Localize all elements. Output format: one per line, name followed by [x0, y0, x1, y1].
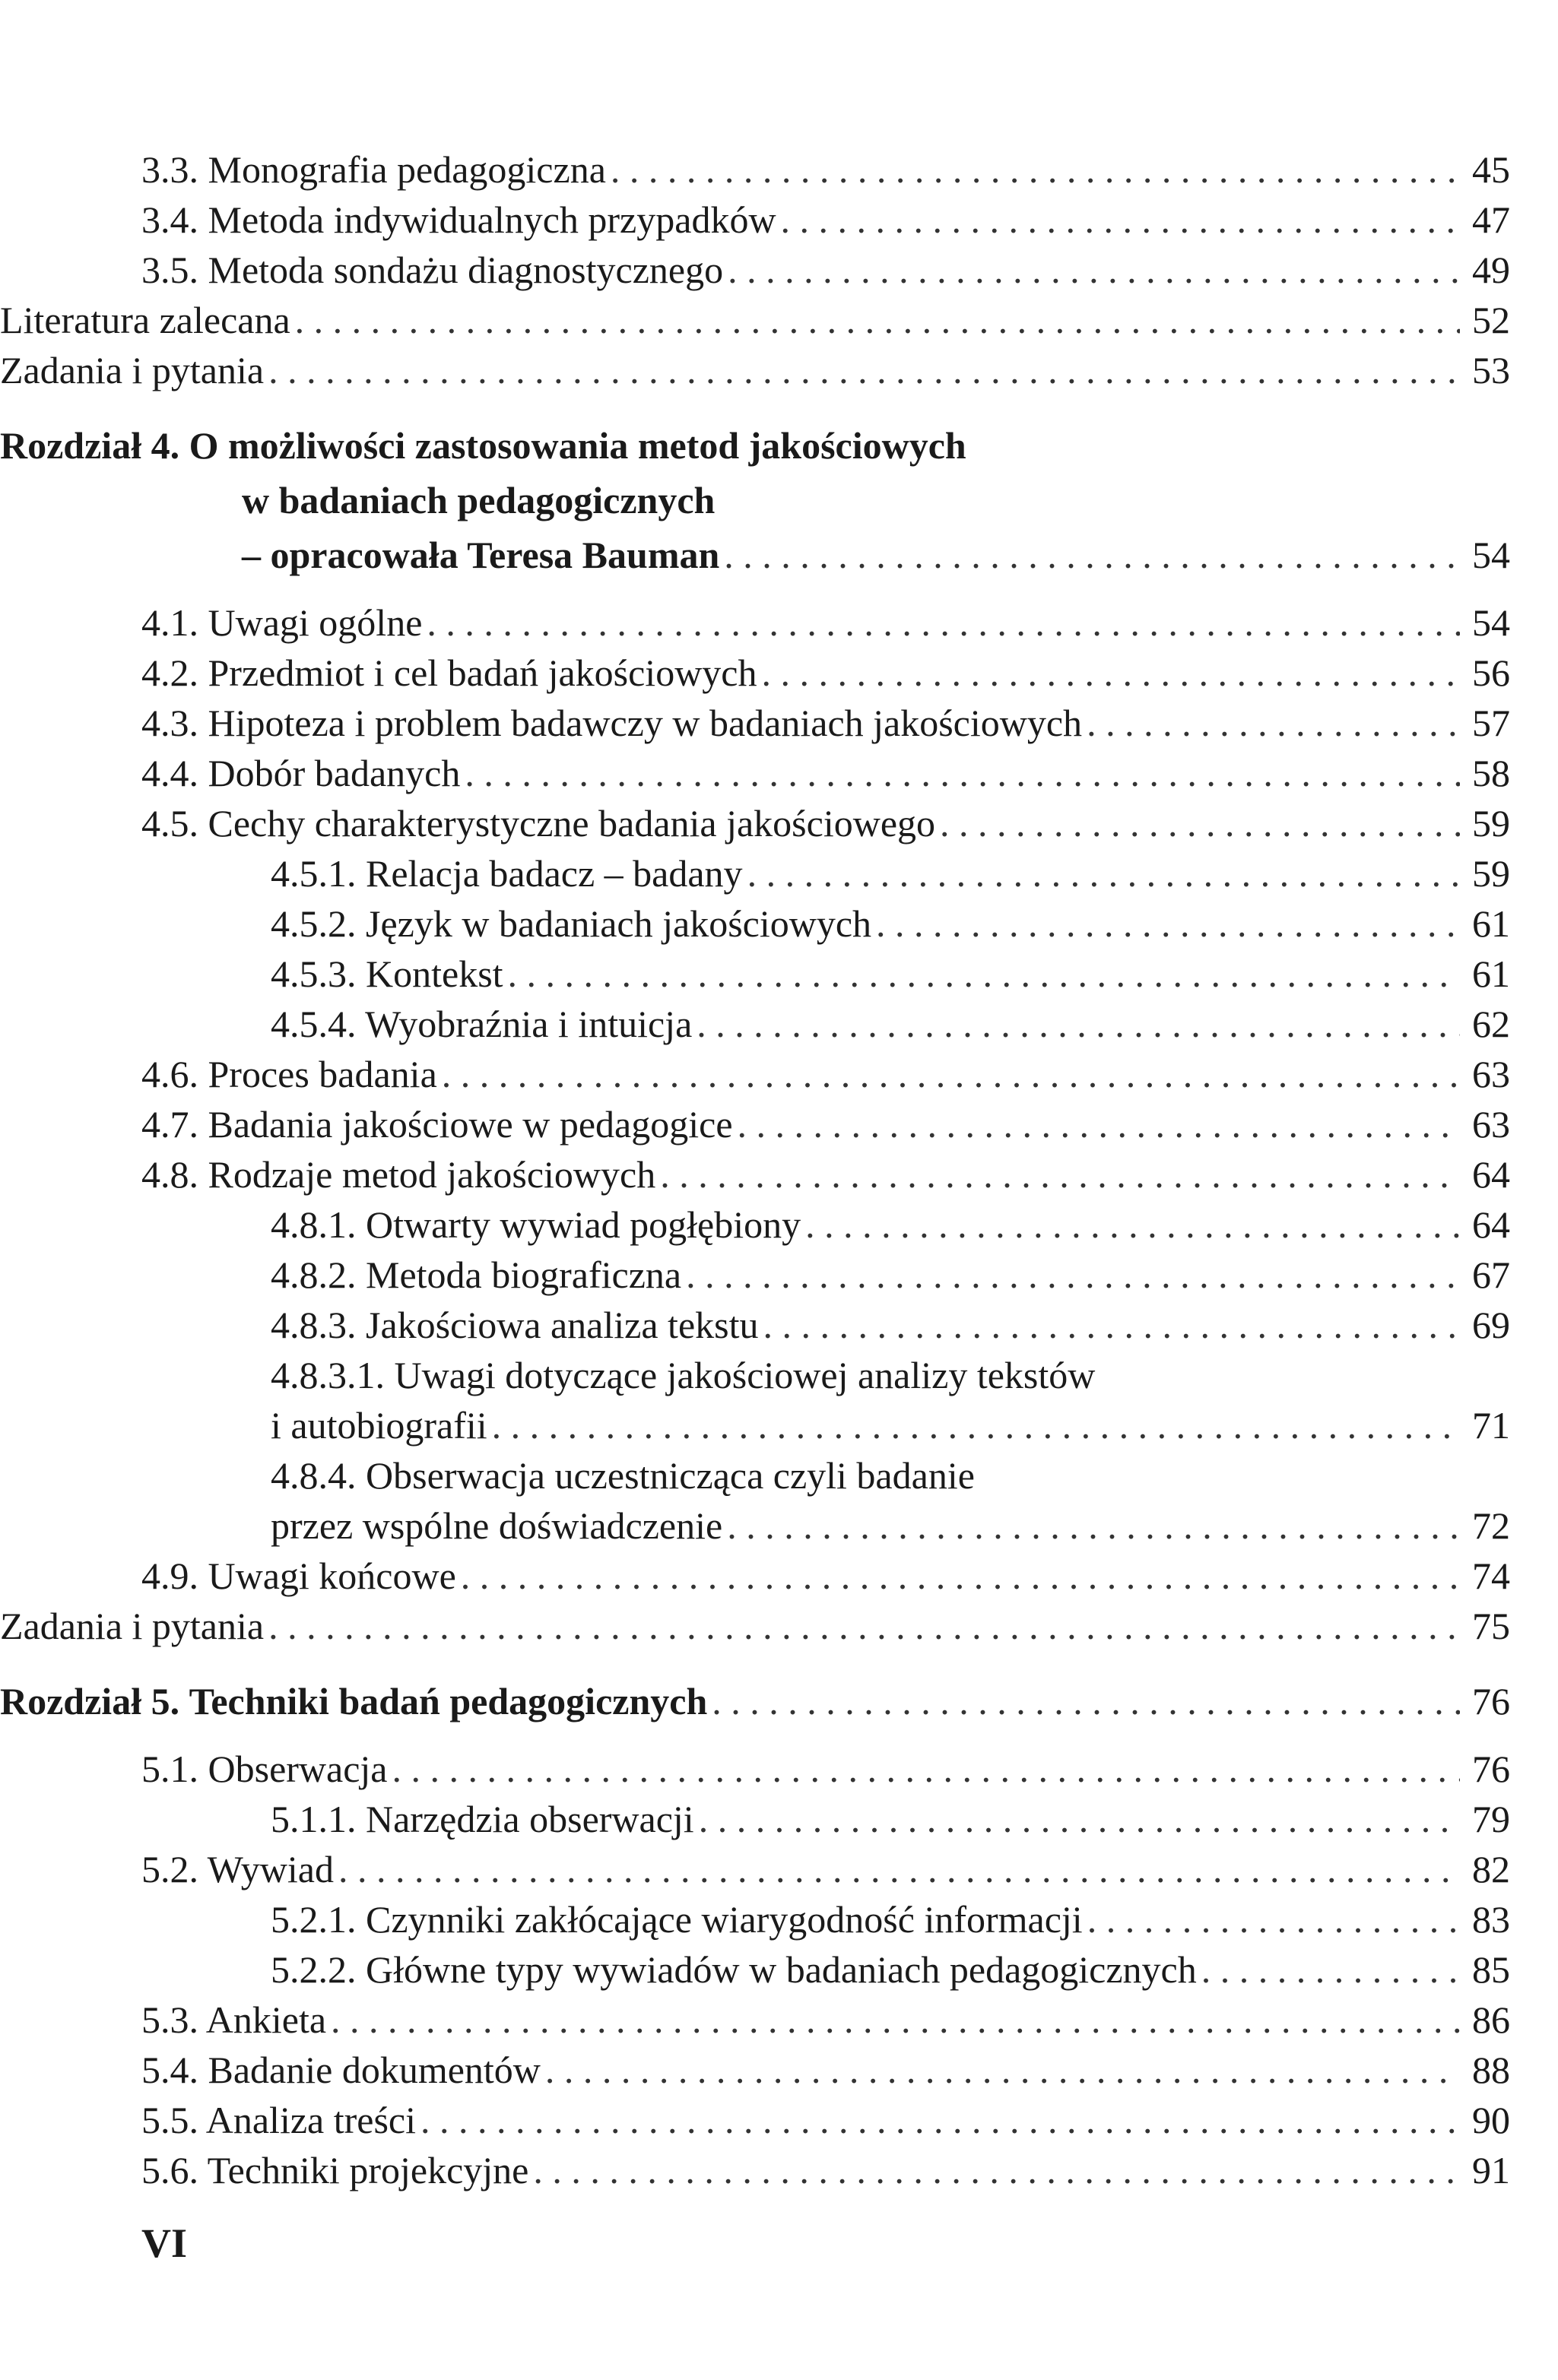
toc-entry-line — [141, 1450, 1510, 1501]
entry-title: Przedmiot i cel badań jakościowych — [208, 651, 757, 694]
toc-entry-line — [141, 1350, 1510, 1400]
dot-leader — [268, 1601, 1460, 1651]
entry-page: 64 — [1472, 1203, 1510, 1246]
toc-entry[interactable] — [0, 345, 1510, 395]
toc-entry[interactable] — [141, 1250, 1510, 1300]
dot-leader — [1087, 698, 1460, 748]
entry-number: 5.1. — [141, 1748, 198, 1790]
toc-entry[interactable] — [141, 2045, 1510, 2095]
entry-page: 64 — [1472, 1153, 1510, 1196]
entry-number: 5.6. — [141, 2149, 198, 2191]
entry-title: Zadania i pytania — [0, 349, 265, 391]
entry-number: 3.4. — [141, 198, 198, 241]
entry-page: 63 — [1472, 1103, 1510, 1146]
entry-label — [141, 195, 776, 245]
entry-title: Literatura zalecana — [0, 299, 290, 341]
entry-page: 85 — [1472, 1948, 1510, 1991]
toc-entry[interactable] — [141, 949, 1510, 999]
dot-leader — [331, 1995, 1460, 2045]
entry-number: 4.9. — [141, 1554, 198, 1597]
toc-entry[interactable] — [141, 1099, 1510, 1149]
entry-page: 69 — [1472, 1304, 1510, 1346]
entry-page: 79 — [1472, 1798, 1510, 1840]
entry-page: 63 — [1472, 1053, 1510, 1095]
entry-title: Wywiad — [207, 1848, 334, 1890]
entry-title: Relacja badacz – badany — [366, 852, 743, 895]
entry-number: 4.8.2. — [271, 1253, 357, 1296]
entry-page: 54 — [1472, 534, 1510, 576]
entry-number: 5.1.1. — [271, 1798, 357, 1840]
dot-leader — [533, 2145, 1460, 2195]
entry-page: 61 — [1472, 952, 1510, 995]
entry-number: 4.1. — [141, 601, 198, 644]
entry-title: Jakościowa analiza tekstu — [366, 1304, 759, 1346]
entry-title: Monografia pedagogiczna — [208, 148, 606, 191]
dot-leader — [747, 848, 1460, 898]
entry-page: 54 — [1472, 601, 1510, 644]
entry-title: 4.8.3.1. Uwagi dotyczące jakościowej analizy tekstów — [271, 1354, 1096, 1396]
entry-number: 4.5. — [141, 802, 198, 845]
entry-number: 4.7. — [141, 1103, 198, 1146]
entry-number: 3.5. — [141, 249, 198, 291]
entry-page: 86 — [1472, 1998, 1510, 2041]
dot-leader — [465, 748, 1460, 798]
toc-entry[interactable] — [141, 1049, 1510, 1099]
entry-title: Główne typy wywiadów w badaniach pedagogicznych — [366, 1948, 1197, 1991]
entry-title: Hipoteza i problem badawczy w badaniach jakościowych — [208, 702, 1083, 744]
toc-group-ch4 — [0, 597, 1510, 1651]
entry-title: Metoda sondażu diagnostycznego — [208, 249, 724, 291]
toc-group-top — [0, 144, 1510, 395]
entry-number: 4.8. — [141, 1153, 198, 1196]
entry-page: 82 — [1472, 1848, 1510, 1890]
entry-title: Czynniki zakłócające wiarygodność informacji — [366, 1898, 1083, 1941]
chapter-title: Techniki badań pedagogicznych — [189, 1680, 708, 1722]
entry-title: przez wspólne doświadczenie — [271, 1504, 723, 1547]
entry-page: 76 — [1472, 1748, 1510, 1790]
toc-entry[interactable] — [0, 1601, 1510, 1651]
toc-group-ch5 — [141, 1744, 1510, 2195]
chapter-title: w badaniach pedagogicznych — [242, 479, 716, 521]
entry-number: 4.5.2. — [271, 902, 357, 945]
entry-page: 59 — [1472, 852, 1510, 895]
entry-number: 5.4. — [141, 2049, 198, 2091]
toc-entry[interactable] — [141, 245, 1510, 295]
chapter-title-line — [0, 528, 1510, 582]
chapter-title-line — [0, 1674, 1510, 1729]
entry-page: 67 — [1472, 1253, 1510, 1296]
entry-title: Język w badaniach jakościowych — [366, 902, 872, 945]
entry-number: 4.8.3. — [271, 1304, 357, 1346]
entry-number: 4.6. — [141, 1053, 198, 1095]
entry-number: 5.2.1. — [271, 1898, 357, 1941]
dot-leader — [268, 345, 1460, 395]
toc-entry[interactable] — [141, 698, 1510, 748]
dot-leader — [427, 597, 1460, 648]
dot-leader — [805, 1200, 1460, 1250]
dot-leader — [738, 1099, 1460, 1149]
entry-page: 45 — [1472, 148, 1510, 191]
chapter-title-line — [0, 418, 1510, 473]
entry-number: 3.3. — [141, 148, 198, 191]
entry-title: Dobór badanych — [208, 752, 461, 794]
toc-entry[interactable] — [141, 1894, 1510, 1944]
toc-entry[interactable] — [141, 1551, 1510, 1601]
chapter-title: O możliwości zastosowania metod jakościowych — [189, 424, 966, 467]
toc-entry-line — [141, 1501, 1510, 1551]
entry-title: Obserwacja — [208, 1748, 388, 1790]
entry-page: 62 — [1472, 1003, 1510, 1045]
toc-entry[interactable] — [141, 144, 1510, 195]
entry-label — [141, 245, 723, 295]
entry-title: Ankieta — [205, 1998, 327, 2041]
entry-number: 4.5.1. — [271, 852, 357, 895]
entry-title: Metoda biograficzna — [366, 1253, 682, 1296]
entry-page: 76 — [1472, 1680, 1510, 1722]
toc-entry-line — [141, 1400, 1510, 1450]
toc-entry[interactable] — [141, 2095, 1510, 2145]
dot-leader — [508, 949, 1460, 999]
dot-leader — [699, 1794, 1460, 1844]
dot-leader — [611, 144, 1460, 195]
toc-entry[interactable] — [141, 2145, 1510, 2195]
entry-title: Rodzaje metod jakościowych — [208, 1153, 656, 1196]
entry-page: 71 — [1472, 1404, 1510, 1447]
dot-leader — [1201, 1944, 1460, 1995]
dot-leader — [728, 245, 1460, 295]
toc-entry[interactable] — [141, 1794, 1510, 1844]
entry-title: Badania jakościowe w pedagogice — [208, 1103, 733, 1146]
entry-title: Proces badania — [208, 1053, 437, 1095]
dot-leader — [940, 798, 1460, 848]
dot-leader — [712, 1674, 1460, 1729]
entry-title: Badanie dokumentów — [208, 2049, 541, 2091]
toc-entry[interactable] — [141, 1200, 1510, 1250]
entry-page: 59 — [1472, 802, 1510, 845]
entry-page: 74 — [1472, 1554, 1510, 1597]
entry-title: Wyobraźnia i intuicja — [365, 1003, 693, 1045]
entry-title: Otwarty wywiad pogłębiony — [366, 1203, 801, 1246]
chapter-4-heading[interactable] — [0, 418, 1510, 582]
chapter-prefix: Rozdział 5. — [0, 1680, 180, 1722]
entry-title: Analiza treści — [205, 2099, 416, 2141]
toc-entry[interactable] — [141, 597, 1510, 648]
entry-page: 47 — [1472, 198, 1510, 241]
dot-leader — [762, 648, 1461, 698]
dot-leader — [492, 1400, 1460, 1450]
toc-entry[interactable] — [141, 798, 1510, 848]
entry-page: 72 — [1472, 1504, 1510, 1547]
toc-entry[interactable] — [141, 195, 1510, 245]
toc-entry[interactable] — [141, 1844, 1510, 1894]
entry-page: 75 — [1472, 1605, 1510, 1647]
toc-entry[interactable] — [141, 999, 1510, 1049]
entry-number: 4.2. — [141, 651, 198, 694]
chapter-5-heading[interactable] — [0, 1674, 1510, 1729]
toc-entry-multiline[interactable] — [141, 1350, 1510, 1450]
entry-title: Cechy charakterystyczne badania jakościowego — [208, 802, 936, 845]
entry-page: 83 — [1472, 1898, 1510, 1941]
entry-number: 4.8.1. — [271, 1203, 357, 1246]
dot-leader — [392, 1744, 1461, 1794]
entry-page: 52 — [1472, 299, 1510, 341]
entry-page: 58 — [1472, 752, 1510, 794]
chapter-title-line — [0, 473, 1510, 528]
toc-entry[interactable] — [141, 1149, 1510, 1200]
entry-title: i autobiografii — [271, 1404, 487, 1447]
toc-entry[interactable] — [141, 848, 1510, 898]
entry-number: 4.4. — [141, 752, 198, 794]
entry-number: 5.5. — [141, 2099, 198, 2141]
entry-title: Techniki projekcyjne — [207, 2149, 529, 2191]
dot-leader — [420, 2095, 1460, 2145]
toc-entry[interactable] — [141, 898, 1510, 949]
toc-entry[interactable] — [141, 1300, 1510, 1350]
chapter-author: – opracowała Teresa Bauman — [242, 534, 720, 576]
entry-number: 4.5.4. — [271, 1003, 357, 1045]
toc-entry[interactable] — [141, 748, 1510, 798]
table-of-contents — [0, 144, 1510, 2195]
entry-title: Narzędzia obserwacji — [366, 1798, 694, 1840]
dot-leader — [461, 1551, 1460, 1601]
entry-page: 49 — [1472, 249, 1510, 291]
chapter-prefix: Rozdział 4. — [0, 424, 180, 467]
entry-page: 57 — [1472, 702, 1510, 744]
dot-leader — [763, 1300, 1460, 1350]
entry-title: Metoda indywidualnych przypadków — [208, 198, 776, 241]
entry-page: 56 — [1472, 651, 1510, 694]
toc-entry[interactable] — [141, 1944, 1510, 1995]
entry-title: Uwagi ogólne — [208, 601, 423, 644]
toc-entry-multiline[interactable] — [141, 1450, 1510, 1551]
entry-number: 5.2. — [141, 1848, 198, 1890]
entry-page: 91 — [1472, 2149, 1510, 2191]
entry-title: Zadania i pytania — [0, 1605, 265, 1647]
entry-label — [141, 144, 606, 195]
dot-leader — [295, 295, 1460, 345]
dot-leader — [727, 1501, 1460, 1551]
toc-entry[interactable] — [141, 1744, 1510, 1794]
page-number-roman: VI — [141, 2220, 188, 2266]
entry-page: 90 — [1472, 2099, 1510, 2141]
dot-leader — [876, 898, 1460, 949]
dot-leader — [1087, 1894, 1460, 1944]
entry-title: Uwagi końcowe — [208, 1554, 456, 1597]
entry-title: 4.8.4. Obserwacja uczestnicząca czyli badanie — [271, 1454, 975, 1497]
dot-leader — [545, 2045, 1460, 2095]
dot-leader — [686, 1250, 1460, 1300]
entry-page: 88 — [1472, 2049, 1510, 2091]
toc-entry[interactable] — [141, 648, 1510, 698]
dot-leader — [724, 528, 1460, 582]
toc-entry[interactable] — [0, 295, 1510, 345]
entry-number: 4.3. — [141, 702, 198, 744]
dot-leader — [442, 1049, 1460, 1099]
entry-title: Kontekst — [366, 952, 503, 995]
entry-number: 4.5.3. — [271, 952, 357, 995]
dot-leader — [781, 195, 1460, 245]
toc-entry[interactable] — [141, 1995, 1510, 2045]
dot-leader — [696, 999, 1460, 1049]
dot-leader — [338, 1844, 1460, 1894]
entry-page: 61 — [1472, 902, 1510, 945]
entry-page: 53 — [1472, 349, 1510, 391]
dot-leader — [660, 1149, 1460, 1200]
entry-number: 5.2.2. — [271, 1948, 357, 1991]
entry-number: 5.3. — [141, 1998, 198, 2041]
